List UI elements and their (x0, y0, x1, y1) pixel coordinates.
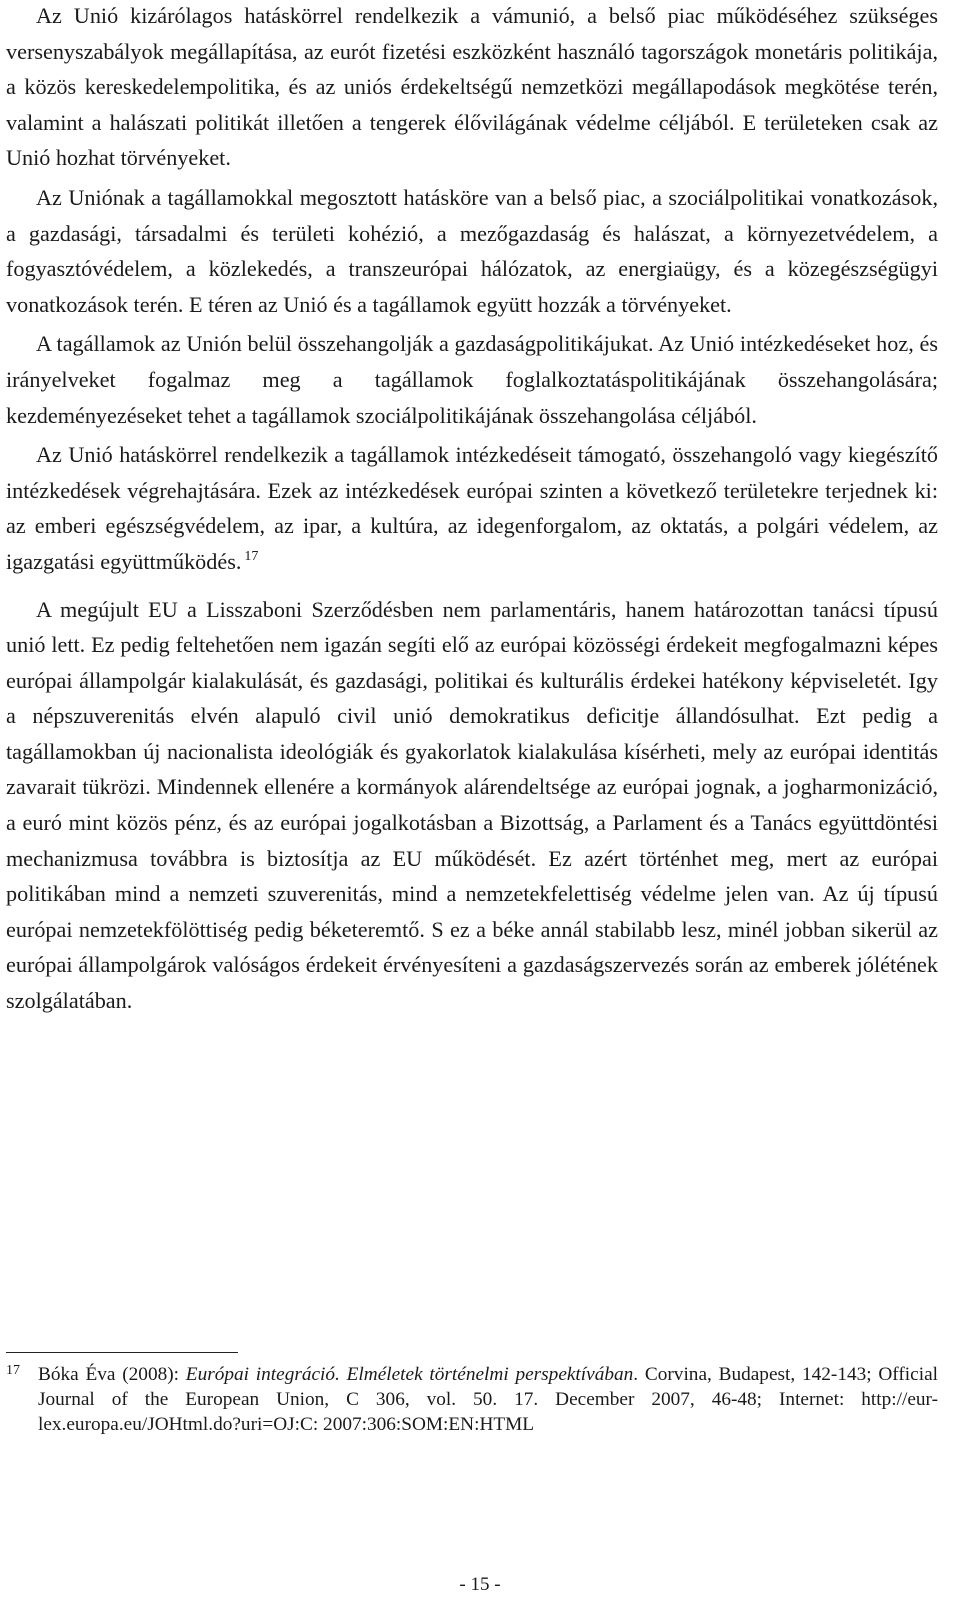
paragraph-coordination: A tagállamok az Unión belül összehangolják a gazdaságpolitikájukat. Az Unió intézkedéseket hoz, és irányelveket fogalmaz meg a tagállamok foglalkoztatáspolitikájának összehangolására; kezdeményezéseket tehet a tagállamok szociálpolitikájának összehangolása céljából. (6, 331, 938, 428)
footnote-reference[interactable]: 17 (244, 548, 259, 564)
page-body (6, 0, 938, 1019)
footnote-title: Európai integráció. Elméletek történelmi perspektívában (185, 1364, 634, 1385)
page-number: - 15 - (459, 1574, 501, 1595)
paragraph-supporting-text: Az Unió hatáskörrel rendelkezik a tagállamok intézkedéseit támogató, összehangoló vagy kiegészítő intézkedések végrehajtására. Ezek az intézkedések európai szinten a következő területekre terjednek ki: az emberi egészségvédelem, az ipar, a kultúra, az idegenforgalom, az oktatás, a polgári védelem, az igazgatási együttműködés. (6, 442, 938, 574)
footnote-body (38, 1362, 938, 1437)
footnote-number: 17 (6, 1363, 20, 1378)
paragraph-lisbon-treaty: A megújult EU a Lisszaboni Szerződésben nem parlamentáris, hanem határozottan tanácsi típusú unió lett. Ez pedig feltehetően nem igazán segíti elő az európai közösségi érdekeit megfogalmazni képes európai állampolgár kialakulását, és gazdasági, politikai és kulturális érdekei hatékony képviseletét. Igy a népszuverenitás elvén alapuló civil unió demokratikus deficitje állandósulhat. Ezt pedig a tagállamokban új nacionalista ideológiák és gyakorlatok kialakulása kísérheti, mely az európai identitás zavarait tükrözi. Mindennek ellenére a kormányok alárendeltsége az európai jognak, a jogharmonizáció, a euró mint közös pénz, és az európai jogalkotásban a Bizottság, a Parlament és a Tanács együttdöntési mechanizmusa továbbra is biztosítja az EU működését. Ez azért történhet meg, mert az európai politikában mind a nemzeti szuverenitás, mind a nemzetekfelettiség védelme jelen van. Az új típusú európai nemzetekfölöttiség pedig béketeremtő. S ez a béke annál stabilabb lesz, minél jobban sikerül az európai állampolgárok valóságos érdekeit érvényesíteni a gazdaságszervezés során az emberek jólétének szolgálatában. (6, 596, 938, 1014)
paragraph-supporting-competence (6, 437, 938, 579)
footnote (6, 1362, 938, 1437)
footnote-rest: . Corvina, Budapest, 142-143; Official Journal of the European Union, C 306, vol. 50. 17. December 2007, 46-48; Internet: http://eur-lex.europa.eu/JOHtml.do?uri=OJ:C: 2007:306:SOM:EN:HTML (38, 1364, 938, 1435)
footnote-separator (6, 1352, 238, 1353)
paragraph-exclusive-competence: Az Unió kizárólagos hatáskörrel rendelkezik a vámunió, a belső piac működéséhez szükséges versenyszabályok megállapítása, az eurót fizetési eszközként használó tagországok monetáris politikája, a közös kereskedelempolitika, és az uniós érdekeltségű nemzetközi megállapodások megkötése terén, valamint a halászati politikát illetően a tengerek élővilágának védelme céljából. E területeken csak az Unió hozhat törvényeket. (6, 3, 938, 171)
paragraph-shared-competence: Az Uniónak a tagállamokkal megosztott hatásköre van a belső piac, a szociálpolitikai vonatkozások, a gazdasági, társadalmi és területi kohézió, a mezőgazdaság és halászat, a környezetvédelem, a fogyasztóvédelem, a közlekedés, a transzeurópai hálózatok, az energiaügy, és a közegészségügyi vonatkozások terén. E téren az Unió és a tagállamok együtt hozzák a törvényeket. (6, 184, 938, 317)
footnote-author: Bóka Éva (2008): (38, 1364, 186, 1385)
